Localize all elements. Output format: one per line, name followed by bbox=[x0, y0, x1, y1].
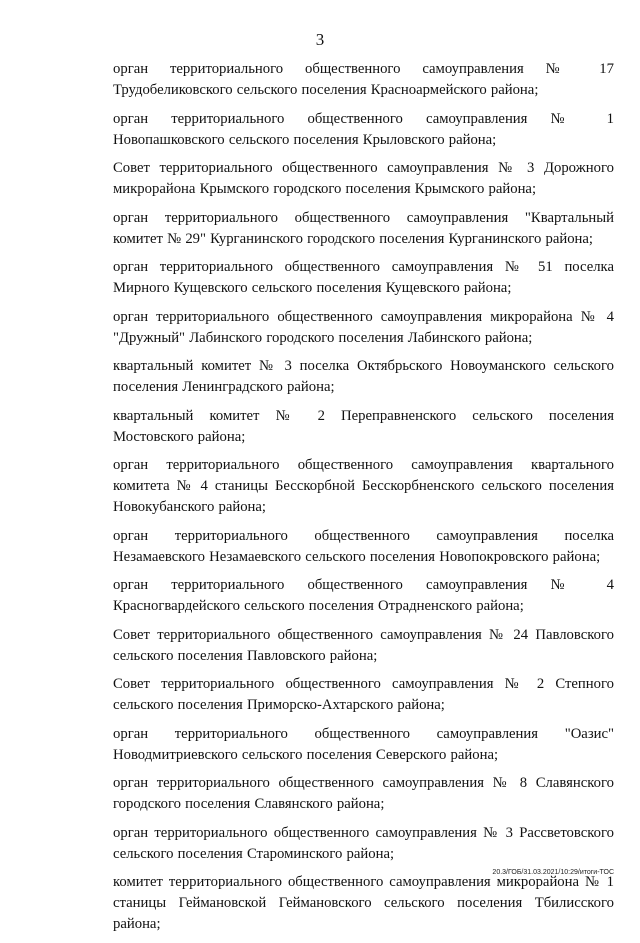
list-item: орган территориального общественного самоуправления микрорайона № 4 "Дружный" Лабинского городского поселения Лабинского района; bbox=[113, 308, 614, 346]
list-item: Совет территориального общественного самоуправления № 2 Степного сельского поселения Приморско-Ахтарского района; bbox=[113, 676, 614, 713]
document-body bbox=[113, 59, 614, 943]
list-item: квартальный комитет № 3 поселка Октябрьского Новоуманского сельского поселения Ленинградского района; bbox=[113, 358, 614, 395]
document-code: 20.3/ГОБ/31.03.2021/10:29/итоги-ТОС bbox=[492, 869, 614, 876]
list-item: орган территориального общественного самоуправления № 3 Рассветовского сельского поселения Староминского района; bbox=[113, 824, 614, 862]
list-item: орган территориального общественного самоуправления № 51 поселка Мирного Кущевского сельского поселения Кущевского района; bbox=[113, 259, 614, 296]
list-item: Совет территориального общественного самоуправления № 24 Павловского сельского поселения Павловского района; bbox=[113, 626, 614, 664]
list-item: орган территориального общественного самоуправления квартального комитета № 4 станицы Бесскорбной Бесскорбненского сельского поселения Новокубанского района; bbox=[113, 457, 614, 515]
list-item: комитет территориального общественного самоуправления микрорайона № 1 станицы Геймановской Геймановского сельского поселения Тбилисского района; bbox=[113, 874, 614, 932]
list-item: орган территориального общественного самоуправления № 4 Красногвардейского сельского поселения Отрадненского района; bbox=[113, 577, 614, 614]
list-item: орган территориального общественного самоуправления № 1 Новопашковского сельского поселения Крыловского района; bbox=[113, 110, 614, 148]
list-item: квартальный комитет № 2 Переправненского сельского поселения Мостовского района; bbox=[113, 407, 614, 445]
list-item: орган территориального общественного самоуправления № 8 Славянского городского поселения Славянского района; bbox=[113, 775, 614, 812]
list-item: Совет территориального общественного самоуправления № 3 Дорожного микрорайона Крымского городского поселения Крымского района; bbox=[113, 160, 614, 197]
list-item: орган территориального общественного самоуправления "Квартальный комитет № 29" Курганинского городского поселения Курганинского района; bbox=[113, 209, 614, 247]
page-number: 3 bbox=[315, 30, 325, 49]
list-item: орган территориального общественного самоуправления поселка Незамаевского Незамаевского сельского поселения Новопокровского района; bbox=[113, 527, 614, 565]
list-item: орган территориального общественного самоуправления № 17 Трудобеликовского сельского поселения Красноармейского района; bbox=[113, 61, 614, 98]
list-item: орган территориального общественного самоуправления "Оазис" Новодмитриевского сельского поселения Северского района; bbox=[113, 725, 614, 763]
